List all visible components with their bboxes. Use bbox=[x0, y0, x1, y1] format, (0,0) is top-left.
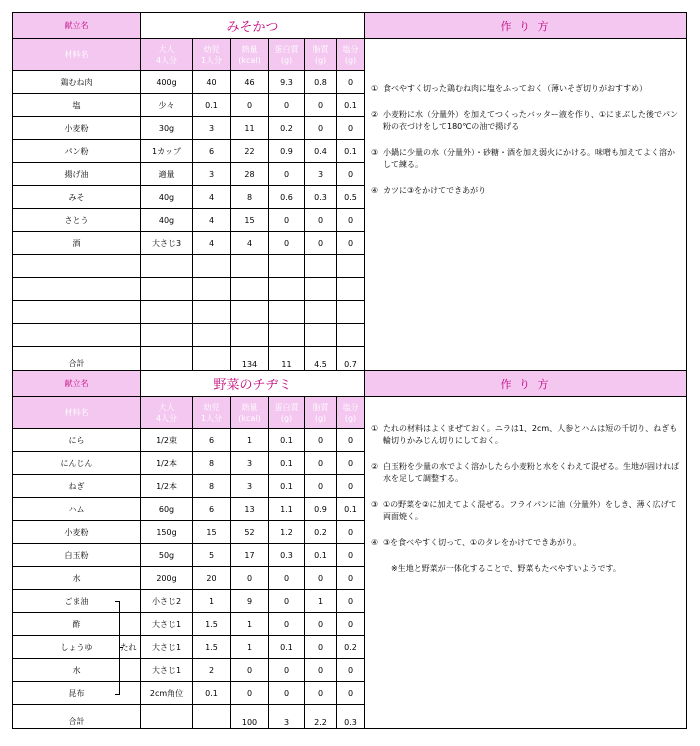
ingredient-value: 9.3 bbox=[269, 71, 305, 94]
column-header-line1: 蛋白質 bbox=[274, 402, 299, 412]
ingredient-value: 8 bbox=[231, 186, 269, 209]
ingredient-value: 40g bbox=[141, 209, 193, 232]
ingredient-value: 6 bbox=[193, 429, 231, 452]
column-header bbox=[269, 39, 305, 71]
ingredient-value: 22 bbox=[231, 140, 269, 163]
ingredient-value bbox=[305, 278, 337, 301]
column-header bbox=[193, 397, 231, 429]
ingredient-value bbox=[269, 324, 305, 347]
ingredient-value: 6 bbox=[193, 498, 231, 521]
ingredient-value: 0 bbox=[305, 659, 337, 682]
ingredient-value: 大さじ1 bbox=[141, 613, 193, 636]
ingredient-value: 3 bbox=[193, 163, 231, 186]
tare-label: たれ bbox=[120, 643, 137, 652]
column-header-line2: (g) bbox=[344, 413, 357, 423]
method-step bbox=[371, 83, 680, 95]
recipe-title-row bbox=[13, 371, 687, 397]
ingredient-value bbox=[141, 255, 193, 278]
ingredient-value: 0.1 bbox=[269, 475, 305, 498]
ingredient-value: 1 bbox=[193, 590, 231, 613]
ingredient-value: 0 bbox=[305, 232, 337, 255]
ingredient-value: 大さじ1 bbox=[141, 636, 193, 659]
ingredient-value: 0 bbox=[269, 94, 305, 117]
total-value: 11 bbox=[269, 347, 305, 371]
ingredient-value: 0.2 bbox=[269, 117, 305, 140]
ingredient-value: 40g bbox=[141, 186, 193, 209]
column-header-line1: 大人 bbox=[158, 402, 175, 412]
ingredient-value: 400g bbox=[141, 71, 193, 94]
ingredient-value: 0 bbox=[337, 682, 365, 705]
column-header-line1: 脂質 bbox=[312, 402, 329, 412]
ingredient-value: 大さじ1 bbox=[141, 659, 193, 682]
ingredient-name bbox=[13, 301, 141, 324]
ingredient-value: 0 bbox=[305, 682, 337, 705]
ingredient-value: 40 bbox=[193, 71, 231, 94]
ingredient-value: 1 bbox=[231, 636, 269, 659]
ingredient-value bbox=[141, 278, 193, 301]
column-header-line2: (kcal) bbox=[238, 55, 261, 65]
total-value bbox=[193, 705, 231, 729]
ingredient-value: 0.3 bbox=[269, 544, 305, 567]
ingredient-value: 0.5 bbox=[337, 186, 365, 209]
total-value bbox=[193, 347, 231, 371]
step-text: カツに③をかけてできあがり bbox=[383, 186, 487, 195]
ingredient-value: 0 bbox=[231, 659, 269, 682]
total-value: 0.7 bbox=[337, 347, 365, 371]
ingredient-value bbox=[231, 255, 269, 278]
ingredient-value: 4 bbox=[231, 232, 269, 255]
ingredient-value: 0 bbox=[269, 590, 305, 613]
ingredient-value bbox=[337, 324, 365, 347]
ingredient-value: 50g bbox=[141, 544, 193, 567]
ingredient-label: 材料名 bbox=[13, 39, 141, 71]
ingredient-value: 8 bbox=[193, 452, 231, 475]
ingredient-value: 3 bbox=[193, 117, 231, 140]
ingredient-value: 0.3 bbox=[305, 186, 337, 209]
ingredient-value: 0.2 bbox=[305, 521, 337, 544]
ingredient-value: 17 bbox=[231, 544, 269, 567]
column-header-line1: 塩分 bbox=[342, 44, 359, 54]
ingredient-name: 鶏むね肉 bbox=[13, 71, 141, 94]
step-text: たれの材料はよくまぜておく。ニラは1、2cm、人参とハムは短の千切り、ねぎも輪切りかみじん切りにしておく。 bbox=[383, 424, 678, 445]
total-value: 100 bbox=[231, 705, 269, 729]
ingredient-value: 5 bbox=[193, 544, 231, 567]
ingredient-value bbox=[337, 278, 365, 301]
ingredient-value bbox=[231, 324, 269, 347]
column-header-line1: 幼児 bbox=[203, 44, 220, 54]
column-header bbox=[337, 39, 365, 71]
ingredient-name: 小麦粉 bbox=[13, 521, 141, 544]
column-header-line1: 塩分 bbox=[342, 402, 359, 412]
ingredient-value: 11 bbox=[231, 117, 269, 140]
total-value: 0.3 bbox=[337, 705, 365, 729]
recipe-sheet bbox=[12, 12, 687, 729]
column-header bbox=[193, 39, 231, 71]
ingredient-value bbox=[193, 278, 231, 301]
ingredient-value: 大さじ3 bbox=[141, 232, 193, 255]
ingredient-value: 3 bbox=[305, 163, 337, 186]
column-header-line1: 熱量 bbox=[241, 402, 258, 412]
column-header-line1: 大人 bbox=[158, 44, 175, 54]
ingredient-value: 0 bbox=[337, 452, 365, 475]
ingredient-value: 少々 bbox=[141, 94, 193, 117]
step-number: ③ bbox=[371, 500, 379, 509]
ingredient-value: 4 bbox=[193, 186, 231, 209]
method-step bbox=[371, 537, 680, 549]
column-header bbox=[231, 39, 269, 71]
ingredient-value: 0 bbox=[305, 117, 337, 140]
method-cell bbox=[365, 39, 687, 371]
column-header bbox=[337, 397, 365, 429]
ingredient-value: 0.1 bbox=[305, 544, 337, 567]
ingredient-value: 0 bbox=[269, 659, 305, 682]
ingredient-value: 200g bbox=[141, 567, 193, 590]
ingredient-value: 1.5 bbox=[193, 636, 231, 659]
ingredient-value: 0 bbox=[305, 636, 337, 659]
ingredient-value: 0 bbox=[269, 232, 305, 255]
step-number: ② bbox=[371, 462, 379, 471]
ingredient-value: 0 bbox=[337, 659, 365, 682]
ingredient-value: 0.1 bbox=[337, 498, 365, 521]
ingredient-value: 0 bbox=[337, 209, 365, 232]
ingredient-name: パン粉 bbox=[13, 140, 141, 163]
ingredient-value: 0 bbox=[269, 567, 305, 590]
column-header-line2: 4人分 bbox=[155, 413, 178, 423]
step-text: 小鍋に少量の水（分量外）・砂糖・酒を加え弱火にかける。味噌も加えてよく溶かして練る。 bbox=[383, 148, 675, 169]
ingredient-value: 52 bbox=[231, 521, 269, 544]
ingredient-value: 3 bbox=[231, 475, 269, 498]
ingredient-value: 9 bbox=[231, 590, 269, 613]
ingredient-value: 0 bbox=[231, 567, 269, 590]
ingredient-value: 0 bbox=[337, 71, 365, 94]
ingredient-value bbox=[269, 278, 305, 301]
ingredient-value: 0 bbox=[337, 590, 365, 613]
ingredient-value: 1.5 bbox=[193, 613, 231, 636]
ingredient-value: 0.1 bbox=[269, 636, 305, 659]
ingredient-value: 0 bbox=[305, 475, 337, 498]
ingredient-value: 0.8 bbox=[305, 71, 337, 94]
total-value: 4.5 bbox=[305, 347, 337, 371]
ingredient-value: 15 bbox=[193, 521, 231, 544]
ingredient-value: 1カップ bbox=[141, 140, 193, 163]
ingredient-value: 0 bbox=[269, 682, 305, 705]
step-text: 白玉粉を少量の水でよく溶かしたら小麦粉と水をくわえて混ぜる。生地が固ければ水を足して調整する。 bbox=[383, 462, 679, 483]
ingredient-value: 0 bbox=[337, 567, 365, 590]
ingredient-value: 0 bbox=[337, 475, 365, 498]
ingredient-label: 材料名 bbox=[13, 397, 141, 429]
column-header-line2: (g) bbox=[314, 413, 327, 423]
ingredient-value: 0 bbox=[305, 452, 337, 475]
ingredient-value: 1/2本 bbox=[141, 452, 193, 475]
ingredient-value: 1/2本 bbox=[141, 475, 193, 498]
ingredient-value: 0 bbox=[269, 613, 305, 636]
total-value bbox=[141, 347, 193, 371]
ingredient-value: 適量 bbox=[141, 163, 193, 186]
column-header bbox=[141, 39, 193, 71]
ingredient-name: 白玉粉 bbox=[13, 544, 141, 567]
ingredient-value: 0 bbox=[337, 232, 365, 255]
ingredient-value: 1.1 bbox=[269, 498, 305, 521]
ingredient-value bbox=[305, 301, 337, 324]
menu-name-label: 献立名 bbox=[13, 371, 141, 397]
ingredient-value: 0.1 bbox=[193, 94, 231, 117]
ingredient-name: しょうゆ bbox=[13, 636, 141, 659]
step-number: ④ bbox=[371, 186, 379, 195]
ingredient-value bbox=[305, 255, 337, 278]
ingredient-value: 0 bbox=[305, 94, 337, 117]
column-header-line1: 幼児 bbox=[203, 402, 220, 412]
ingredient-value: 0.1 bbox=[269, 429, 305, 452]
ingredient-value: 0.9 bbox=[269, 140, 305, 163]
column-header bbox=[305, 397, 337, 429]
ingredient-value: 0 bbox=[337, 521, 365, 544]
ingredient-name: にんじん bbox=[13, 452, 141, 475]
ingredient-value bbox=[269, 255, 305, 278]
ingredient-value: 0.2 bbox=[337, 636, 365, 659]
ingredient-value: 4 bbox=[193, 232, 231, 255]
ingredient-value bbox=[193, 255, 231, 278]
ingredient-name: 水 bbox=[13, 659, 141, 682]
method-step bbox=[371, 109, 680, 133]
menu-name-label: 献立名 bbox=[13, 13, 141, 39]
column-header-line1: 脂質 bbox=[312, 44, 329, 54]
tare-bracket bbox=[115, 601, 120, 695]
method-step bbox=[371, 423, 680, 447]
column-header-line2: 1人分 bbox=[200, 413, 223, 423]
ingredient-value: 0 bbox=[231, 94, 269, 117]
ingredient-value: 6 bbox=[193, 140, 231, 163]
ingredient-name bbox=[13, 278, 141, 301]
ingredient-value: 0 bbox=[231, 682, 269, 705]
recipe-title: 野菜のチヂミ bbox=[141, 371, 365, 397]
step-number: ① bbox=[371, 84, 379, 93]
ingredient-name: ハム bbox=[13, 498, 141, 521]
method-title: 作 り 方 bbox=[365, 13, 687, 39]
ingredient-name: ごま油 bbox=[13, 590, 141, 613]
ingredient-value: 0 bbox=[305, 613, 337, 636]
column-header-line2: 4人分 bbox=[155, 55, 178, 65]
ingredient-value: 0 bbox=[305, 429, 337, 452]
ingredient-value: 150g bbox=[141, 521, 193, 544]
ingredient-value: 1.2 bbox=[269, 521, 305, 544]
ingredient-value: 0 bbox=[337, 544, 365, 567]
ingredient-name bbox=[13, 255, 141, 278]
column-header-line1: 熱量 bbox=[241, 44, 258, 54]
method-steps bbox=[365, 397, 686, 575]
ingredient-value: 1 bbox=[305, 590, 337, 613]
ingredient-value: 28 bbox=[231, 163, 269, 186]
method-title: 作 り 方 bbox=[365, 371, 687, 397]
method-step bbox=[371, 185, 680, 197]
step-number: ③ bbox=[371, 148, 379, 157]
ingredient-value: 0 bbox=[337, 613, 365, 636]
ingredient-value bbox=[305, 324, 337, 347]
ingredient-value bbox=[141, 324, 193, 347]
ingredient-value: 0 bbox=[269, 163, 305, 186]
step-number: ② bbox=[371, 110, 379, 119]
ingredient-value bbox=[193, 324, 231, 347]
ingredient-value bbox=[141, 301, 193, 324]
ingredient-value: 0.1 bbox=[337, 140, 365, 163]
ingredient-value: 0 bbox=[337, 429, 365, 452]
ingredient-name: 塩 bbox=[13, 94, 141, 117]
ingredient-value: 3 bbox=[231, 452, 269, 475]
ingredient-value: 4 bbox=[193, 209, 231, 232]
recipe-title-row bbox=[13, 13, 687, 39]
column-header-line2: (kcal) bbox=[238, 413, 261, 423]
total-label: 合計 bbox=[13, 705, 141, 729]
recipe-title: みそかつ bbox=[141, 13, 365, 39]
recipe-table bbox=[12, 12, 687, 729]
ingredient-value: 小さじ2 bbox=[141, 590, 193, 613]
ingredient-value: 2 bbox=[193, 659, 231, 682]
ingredient-value: 2cm角位 bbox=[141, 682, 193, 705]
column-header-line2: (g) bbox=[280, 55, 293, 65]
ingredient-name: にら bbox=[13, 429, 141, 452]
method-steps bbox=[365, 39, 686, 197]
ingredient-value bbox=[231, 301, 269, 324]
method-cell bbox=[365, 397, 687, 729]
ingredient-value bbox=[231, 278, 269, 301]
total-label: 合計 bbox=[13, 347, 141, 371]
method-note: ※生地と野菜が一体化することで、野菜もたべやすいようです。 bbox=[391, 564, 621, 573]
column-header-line2: (g) bbox=[314, 55, 327, 65]
ingredient-value: 0 bbox=[305, 567, 337, 590]
ingredient-name: 水 bbox=[13, 567, 141, 590]
ingredient-name: 酒 bbox=[13, 232, 141, 255]
ingredient-value: 8 bbox=[193, 475, 231, 498]
step-text: ①の野菜を②に加えてよく混ぜる。フライパンに油（分量外）をしき、薄く広げて両面焼く。 bbox=[383, 500, 677, 521]
ingredient-name: 揚げ油 bbox=[13, 163, 141, 186]
ingredient-value: 0.1 bbox=[193, 682, 231, 705]
ingredient-value: 0.9 bbox=[305, 498, 337, 521]
ingredient-value: 60g bbox=[141, 498, 193, 521]
column-header-line2: (g) bbox=[280, 413, 293, 423]
step-number: ④ bbox=[371, 538, 379, 547]
ingredient-value bbox=[193, 301, 231, 324]
ingredient-value: 0.1 bbox=[269, 452, 305, 475]
ingredient-value: 46 bbox=[231, 71, 269, 94]
ingredient-value: 0 bbox=[305, 209, 337, 232]
step-text: 小麦粉に水（分量外）を加えてつくったバッター液を作り、①にまぶした後でパン粉の衣づけをして180℃の油で揚げる bbox=[383, 110, 679, 131]
column-header bbox=[231, 397, 269, 429]
total-value: 2.2 bbox=[305, 705, 337, 729]
ingredient-name: ねぎ bbox=[13, 475, 141, 498]
column-header bbox=[305, 39, 337, 71]
ingredient-name bbox=[13, 324, 141, 347]
ingredient-value: 20 bbox=[193, 567, 231, 590]
column-header-line2: (g) bbox=[344, 55, 357, 65]
ingredient-name: みそ bbox=[13, 186, 141, 209]
method-step bbox=[371, 461, 680, 485]
ingredient-value: 15 bbox=[231, 209, 269, 232]
ingredient-value: 0.1 bbox=[337, 94, 365, 117]
total-value: 134 bbox=[231, 347, 269, 371]
method-step bbox=[371, 499, 680, 523]
ingredient-value: 0 bbox=[337, 117, 365, 140]
column-header bbox=[141, 397, 193, 429]
column-header-row bbox=[13, 39, 687, 71]
step-text: ③を食べやすく切って、①のタレをかけてできあがり。 bbox=[383, 538, 582, 547]
ingredient-value bbox=[337, 301, 365, 324]
column-header-line1: 蛋白質 bbox=[274, 44, 299, 54]
total-value: 3 bbox=[269, 705, 305, 729]
ingredient-value: 0 bbox=[337, 163, 365, 186]
ingredient-value: 13 bbox=[231, 498, 269, 521]
ingredient-value: 0 bbox=[269, 209, 305, 232]
step-text: 食べやすく切った鶏むね肉に塩をふっておく（薄いそぎ切りがおすすめ） bbox=[383, 84, 648, 93]
ingredient-name: 酢 bbox=[13, 613, 141, 636]
ingredient-value: 0.4 bbox=[305, 140, 337, 163]
method-step bbox=[371, 147, 680, 171]
ingredient-name: さとう bbox=[13, 209, 141, 232]
ingredient-value: 1/2束 bbox=[141, 429, 193, 452]
tare-tick bbox=[119, 647, 123, 648]
ingredient-value: 30g bbox=[141, 117, 193, 140]
ingredient-name: 小麦粉 bbox=[13, 117, 141, 140]
ingredient-value: 1 bbox=[231, 429, 269, 452]
column-header-line2: 1人分 bbox=[200, 55, 223, 65]
step-number: ① bbox=[371, 424, 379, 433]
ingredient-value bbox=[269, 301, 305, 324]
column-header-row bbox=[13, 397, 687, 429]
column-header bbox=[269, 397, 305, 429]
ingredient-value: 1 bbox=[231, 613, 269, 636]
total-value bbox=[141, 705, 193, 729]
ingredient-value bbox=[337, 255, 365, 278]
ingredient-name: 昆布 bbox=[13, 682, 141, 705]
ingredient-value: 0.6 bbox=[269, 186, 305, 209]
